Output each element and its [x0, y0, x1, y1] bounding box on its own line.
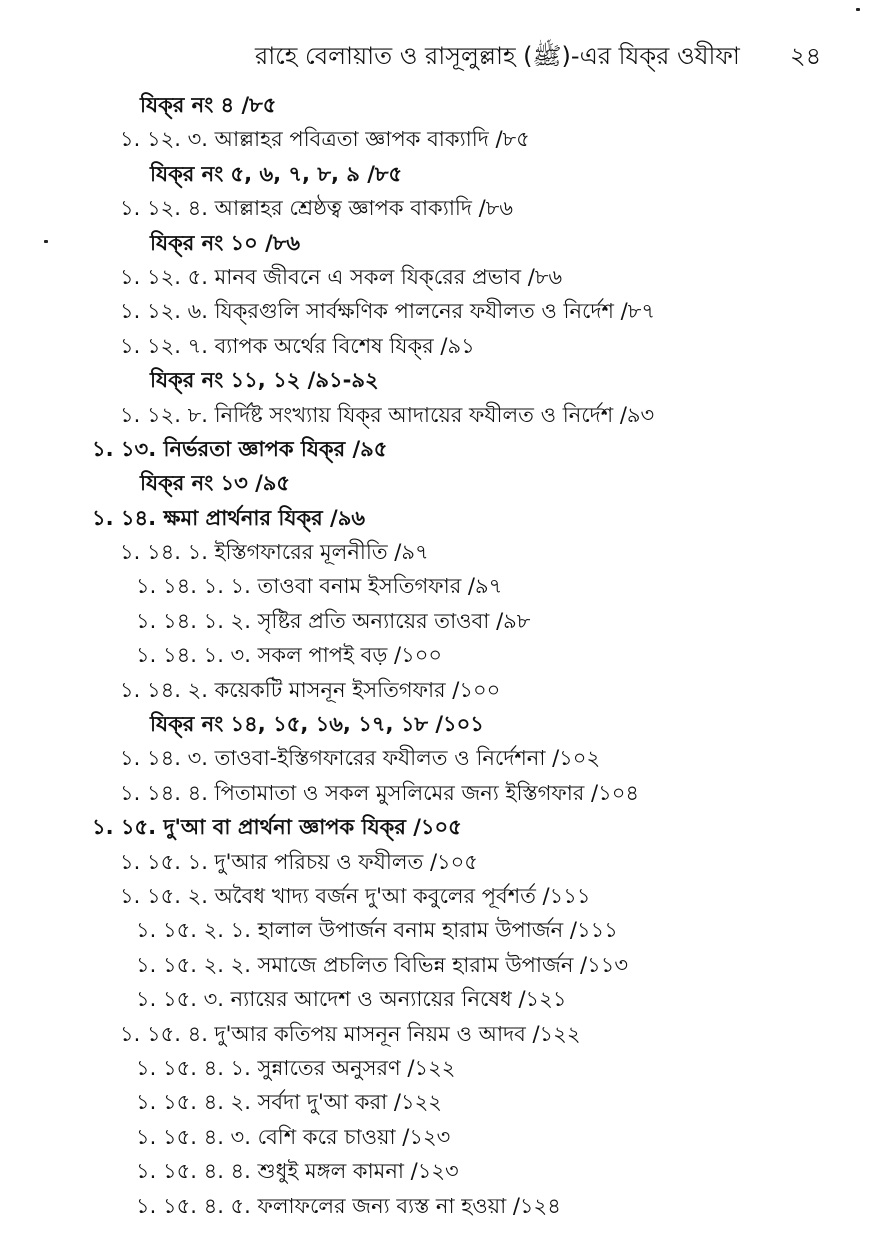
toc-entry: ১. ১৪. ২. কয়েকটি মাসনূন ইসতিগফার /১০০: [120, 677, 501, 702]
toc-heading-entry: ১. ১৫. দু'আ বা প্রার্থনা জ্ঞাপক যিক্‌র /১০৫: [92, 815, 462, 840]
toc-entry: ১. ১৪. ১. ১. তাওবা বনাম ইসতিগফার /৯৭: [136, 574, 503, 599]
toc-heading-entry: যিক্‌র নং ১৪, ১৫, ১৬, ১৭, ১৮ /১০১: [150, 712, 484, 737]
toc-entry: ১. ১৫. ৪. ৫. ফলাফলের জন্য ব্যস্ত না হওয়া /১২৪: [136, 1193, 561, 1218]
scan-speck: [856, 8, 860, 11]
toc-entry: ১. ১২. ৮. নির্দিষ্ট সংখ্যায় যিক্‌র আদায়ের ফযীলত ও নির্দেশ /৯৩: [120, 402, 655, 427]
toc-heading-entry: যিক্‌র নং ১০ /৮৬: [150, 230, 301, 255]
toc-entry: ১. ১৫. ৪. ২. সর্বদা দু'আ করা /১২২: [136, 1090, 442, 1115]
page-number: ২৪: [790, 42, 822, 70]
toc-entry: ১. ১২. ৪. আল্লাহর শ্রেষ্ঠত্ব জ্ঞাপক বাক্যাদি /৮৬: [120, 196, 513, 221]
toc-entry: ১. ১৪. ৩. তাওবা-ইস্তিগফারের ফযীলত ও নির্দেশনা /১০২: [120, 746, 601, 771]
toc-entry: ১. ১৫. ২. ১. হালাল উপার্জন বনাম হারাম উপার্জন /১১১: [136, 918, 618, 943]
toc-entry: ১. ১৪. ১. ৩. সকল পাপই বড় /১০০: [136, 643, 443, 668]
toc-heading-entry: যিক্‌র নং ১৩ /৯৫: [140, 471, 291, 496]
toc-entry: ১. ১৪. ৪. পিতামাতা ও সকল মুসলিমের জন্য ইস্তিগফার /১০৪: [120, 780, 640, 805]
toc-heading-entry: ১. ১৪. ক্ষমা প্রার্থনার যিক্‌র /৯৬: [92, 505, 365, 530]
toc-entry: ১. ১৪. ১. ইস্তিগফারের মূলনীতি /৯৭: [120, 540, 429, 565]
toc-heading-entry: ১. ১৩. নির্ভরতা জ্ঞাপক যিক্‌র /৯৫: [92, 436, 388, 461]
toc-entry: ১. ১২. ৩. আল্লাহর পবিত্রতা জ্ঞাপক বাক্যাদি /৮৫: [120, 127, 530, 152]
toc-entry: ১. ১৫. ৪. ১. সুন্নাতের অনুসরণ /১২২: [136, 1055, 456, 1080]
toc-heading-entry: যিক্‌র নং ৪ /৮৫: [140, 93, 277, 117]
toc-entry: ১. ১৪. ১. ২. সৃষ্টির প্রতি অন্যায়ের তাওবা /৯৮: [136, 608, 531, 633]
toc-entry: ১. ১৫. ৪. ৩. বেশি করে চাওয়া /১২৩: [136, 1124, 451, 1149]
toc-entry: ১. ১৫. ২. অবৈধ খাদ্য বর্জন দু'আ কবুলের পূর্বশর্ত /১১১: [120, 883, 591, 908]
toc-entry: ১. ১২. ৭. ব্যাপক অর্থের বিশেষ যিক্‌র /৯১: [120, 333, 475, 358]
running-header-title: রাহে বেলায়াত ও রাসূলুল্লাহ (ﷺ)-এর যিক্‌র ওযীফা: [255, 42, 740, 70]
toc-entry: ১. ১৫. ২. ২. সমাজে প্রচলিত বিভিন্ন হারাম উপার্জন /১১৩: [136, 952, 629, 977]
toc-entry: ১. ১৫. ৪. ৪. শুধুই মঙ্গল কামনা /১২৩: [136, 1159, 459, 1184]
toc-entry: ১. ১২. ৫. মানব জীবনে এ সকল যিক্‌রের প্রভাব /৮৬: [120, 264, 563, 289]
toc-entry: ১. ১২. ৬. যিক্‌রগুলি সার্বক্ষণিক পালনের ফযীলত ও নির্দেশ /৮৭: [120, 299, 655, 324]
toc-entry: ১. ১৫. ১. দু'আর পরিচয় ও ফযীলত /১০৫: [120, 849, 478, 874]
scan-speck: [44, 240, 48, 243]
table-of-contents: [0, 88, 870, 1223]
toc-entry: ১. ১৫. ৪. দু'আর কতিপয় মাসনূন নিয়ম ও আদব /১২২: [120, 1021, 581, 1046]
toc-heading-entry: যিক্‌র নং ১১, ১২ /৯১-৯২: [150, 368, 379, 393]
toc-heading-entry: যিক্‌র নং ৫, ৬, ৭, ৮, ৯ /৮৫: [150, 161, 403, 186]
toc-entry: ১. ১৫. ৩. ন্যায়ের আদেশ ও অন্যায়ের নিষেধ /১২১: [136, 987, 567, 1012]
